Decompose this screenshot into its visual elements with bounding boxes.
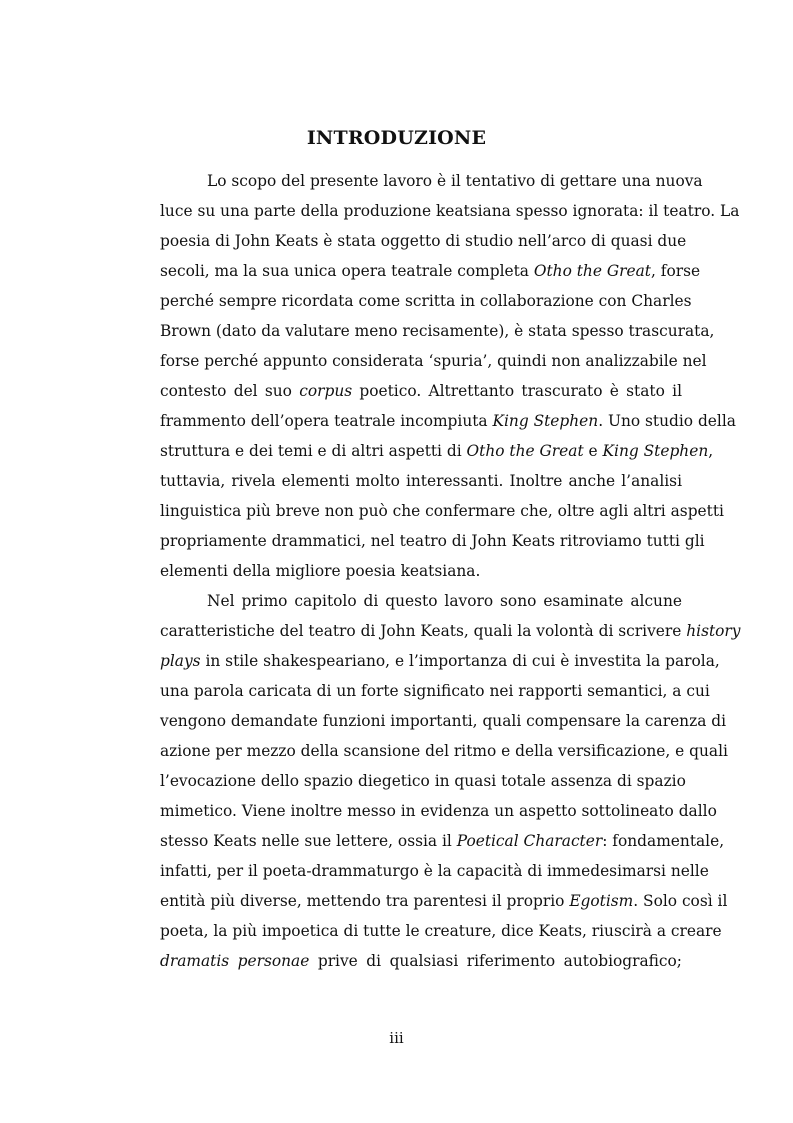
text-segment: propriamente drammatici, nel teatro di John Keats ritroviamo tutti gli bbox=[160, 532, 705, 550]
text-line bbox=[160, 646, 720, 676]
italic-text: plays bbox=[160, 652, 201, 670]
text-line bbox=[160, 676, 710, 706]
text-line bbox=[160, 826, 725, 856]
italic-text: Otho the Great bbox=[466, 442, 584, 460]
italic-text: King Stephen bbox=[492, 412, 599, 430]
text-segment: l’evocazione dello spazio diegetico in quasi totale assenza di spazio bbox=[160, 772, 686, 790]
text-segment: , bbox=[708, 442, 714, 460]
text-line bbox=[160, 256, 701, 286]
italic-text: Egotism bbox=[569, 892, 634, 910]
text-line bbox=[160, 526, 705, 556]
text-segment: struttura e dei temi e di altri aspetti di bbox=[160, 442, 467, 460]
text-segment: Nel primo capitolo di questo lavoro sono esaminate alcune bbox=[207, 592, 682, 610]
page-number: iii bbox=[389, 1029, 404, 1047]
text-line bbox=[160, 406, 736, 436]
text-segment: poetico. Altrettanto trascurato è stato il bbox=[352, 382, 682, 400]
text-line bbox=[160, 556, 682, 586]
text-segment: mimetico. Viene inoltre messo in evidenza un aspetto sottolineato dallo bbox=[160, 802, 717, 820]
text-segment: stesso Keats nelle sue lettere, ossia il bbox=[160, 832, 457, 850]
text-line bbox=[160, 346, 707, 376]
italic-text: Poetical Character bbox=[456, 832, 603, 850]
italic-text: history bbox=[686, 622, 741, 640]
text-segment: infatti, per il poeta-drammaturgo è la capacità di immedesimarsi nelle bbox=[160, 862, 709, 880]
text-segment: elementi della migliore poesia keatsiana. bbox=[160, 562, 481, 580]
body-text bbox=[160, 166, 741, 976]
text-segment: forse perché appunto considerata ‘spuria’, quindi non analizzabile nel bbox=[160, 352, 707, 370]
text-segment: Lo scopo del presente lavoro è il tentativo di gettare una nuova bbox=[207, 172, 703, 190]
text-line bbox=[160, 766, 686, 796]
text-segment: linguistica più breve non può che confermare che, oltre agli altri aspetti bbox=[160, 502, 724, 520]
text-line bbox=[160, 946, 682, 976]
text-segment: vengono demandate funzioni importanti, quali compensare la carenza di bbox=[160, 712, 727, 730]
italic-text: King Stephen bbox=[602, 442, 709, 460]
text-segment: contesto del suo bbox=[160, 382, 300, 400]
text-segment: : fondamentale, bbox=[602, 832, 725, 850]
text-line bbox=[160, 616, 741, 646]
text-line bbox=[160, 796, 717, 826]
text-line bbox=[160, 226, 687, 256]
text-segment: tuttavia, rivela elementi molto interessanti. Inoltre anche l’analisi bbox=[160, 472, 682, 490]
italic-text: corpus bbox=[299, 382, 353, 400]
text-segment: poesia di John Keats è stata oggetto di studio nell’arco di quasi due bbox=[160, 232, 687, 250]
text-segment: . Uno studio della bbox=[598, 412, 736, 430]
text-line bbox=[160, 916, 722, 946]
text-line bbox=[160, 496, 724, 526]
text-segment: secoli, ma la sua unica opera teatrale completa bbox=[160, 262, 534, 280]
text-line bbox=[160, 856, 709, 886]
text-segment: frammento dell’opera teatrale incompiuta bbox=[160, 412, 493, 430]
text-segment: poeta, la più impoetica di tutte le creature, dice Keats, riuscirà a creare bbox=[160, 922, 722, 940]
text-line bbox=[160, 466, 682, 496]
text-segment: entità più diverse, mettendo tra parentesi il proprio bbox=[160, 892, 570, 910]
text-segment: caratteristiche del teatro di John Keats, quali la volontà di scrivere bbox=[160, 622, 687, 640]
text-line bbox=[160, 316, 715, 346]
text-line bbox=[160, 586, 682, 616]
text-line bbox=[160, 286, 692, 316]
text-segment: in stile shakespeariano, e l’importanza di cui è investita la parola, bbox=[200, 652, 720, 670]
text-line bbox=[160, 706, 727, 736]
text-line bbox=[160, 196, 740, 226]
text-segment: prive di qualsiasi riferimento autobiografico; bbox=[309, 952, 682, 970]
text-segment: e bbox=[583, 442, 603, 460]
page-title: INTRODUZIONE bbox=[306, 127, 487, 149]
text-line bbox=[160, 436, 714, 466]
text-line bbox=[160, 886, 728, 916]
text-line bbox=[160, 376, 682, 406]
text-segment: perché sempre ricordata come scritta in collaborazione con Charles bbox=[160, 292, 692, 310]
text-line bbox=[160, 166, 703, 196]
italic-text: Otho the Great bbox=[533, 262, 651, 280]
text-segment: azione per mezzo della scansione del ritmo e della versificazione, e quali bbox=[160, 742, 728, 760]
text-segment: una parola caricata di un forte significato nei rapporti semantici, a cui bbox=[160, 682, 710, 700]
text-segment: luce su una parte della produzione keatsiana spesso ignorata: il teatro. La bbox=[160, 202, 740, 220]
text-segment: , forse bbox=[650, 262, 701, 280]
italic-text: dramatis personae bbox=[160, 952, 310, 970]
text-line bbox=[160, 736, 728, 766]
text-segment: Brown (dato da valutare meno recisamente), è stata spesso trascurata, bbox=[160, 322, 715, 340]
text-segment: . Solo così il bbox=[633, 892, 728, 910]
